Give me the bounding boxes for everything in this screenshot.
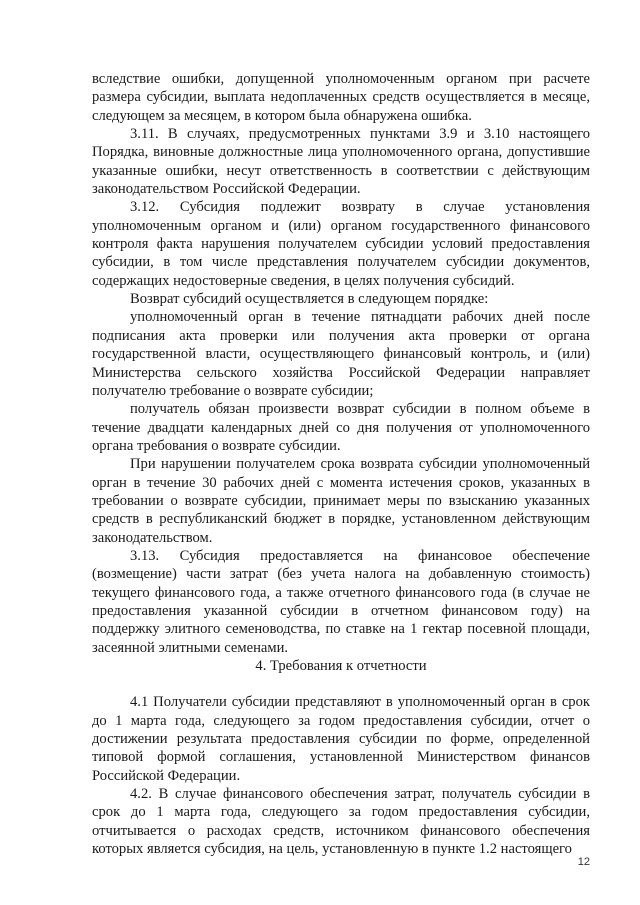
paragraph-3-12: 3.12. Субсидия подлежит возврату в случае установления уполномоченным органом и (или) органом государственного финансового контроля факта нарушения получателем субсидии условий предоставления субсидии, в том числе представления получателем субсидии документов, содержащих недостоверные сведения, в целях получения субсидий. xyxy=(92,199,590,289)
section-heading: 4. Требования к отчетности xyxy=(255,658,427,674)
paragraph-refund-order: Возврат субсидий осуществляется в следующем порядке: xyxy=(130,291,489,308)
paragraph-authority-duty: уполномоченный орган в течение пятнадцати рабочих дней после подписания акта проверки или получения акта проверки от органа государственной власти, осуществляющего финансовый контроль, и (или) Министерства сельского хозяйства Российской Федерации направляет получателю требование о возврате субсидии; xyxy=(92,309,590,399)
paragraph-continuation: вследствие ошибки, допущенной уполномоченным органом при расчете размера субсидии, выплата недоплаченных средств осуществляется в месяце, следующем за месяцем, в котором была обнаружена ошибка. xyxy=(92,71,590,124)
paragraph-4-2: 4.2. В случае финансового обеспечения затрат, получатель субсидии в срок до 1 марта года, следующего за годом предоставления субсидии, отчитывается о расходах средств, источником финансового обеспечения которых является субсидия, на цель, установленную в пункте 1.2 настоящего xyxy=(92,786,590,858)
page-number: 12 xyxy=(577,856,590,868)
document-body xyxy=(92,70,590,858)
paragraph-violation: При нарушении получателем срока возврата субсидии уполномоченный орган в течение 30 рабочих дней с момента истечения сроков, указанных в требовании о возврате субсидии, принимает меры по взысканию указанных средств в республиканский бюджет в порядке, установленном действующим законодательством. xyxy=(92,456,590,546)
paragraph-3-11: 3.11. В случаях, предусмотренных пунктами 3.9 и 3.10 настоящего Порядка, виновные должностные лица уполномоченного органа, допустившие указанные ошибки, несут ответственность в соответствии с действующим законодательством Российской Федерации. xyxy=(92,126,590,198)
paragraph-3-13: 3.13. Субсидия предоставляется на финансовое обеспечение (возмещение) части затрат (без учета налога на добавленную стоимость) текущего финансового года, а также отчетного финансового года (в случае не предоставления указанной субсидии в отчетном финансовом году) на поддержку элитного семеноводства, по ставке на 1 гектар посевной площади, засеянной элитными семенами. xyxy=(92,547,590,656)
paragraph-4-1: 4.1 Получатели субсидии представляют в уполномоченный орган в срок до 1 марта года, следующего за годом предоставления субсидии, отчет о достижении результата предоставления субсидии по форме, определенной типовой формой соглашения, установленной Министерством финансов Российской Федерации. xyxy=(92,694,590,784)
paragraph-recipient-duty: получатель обязан произвести возврат субсидии в полном объеме в течение двадцати календарных дней со дня получения от уполномоченного органа требования о возврате субсидии. xyxy=(92,401,590,454)
heading-spacer xyxy=(92,675,590,693)
